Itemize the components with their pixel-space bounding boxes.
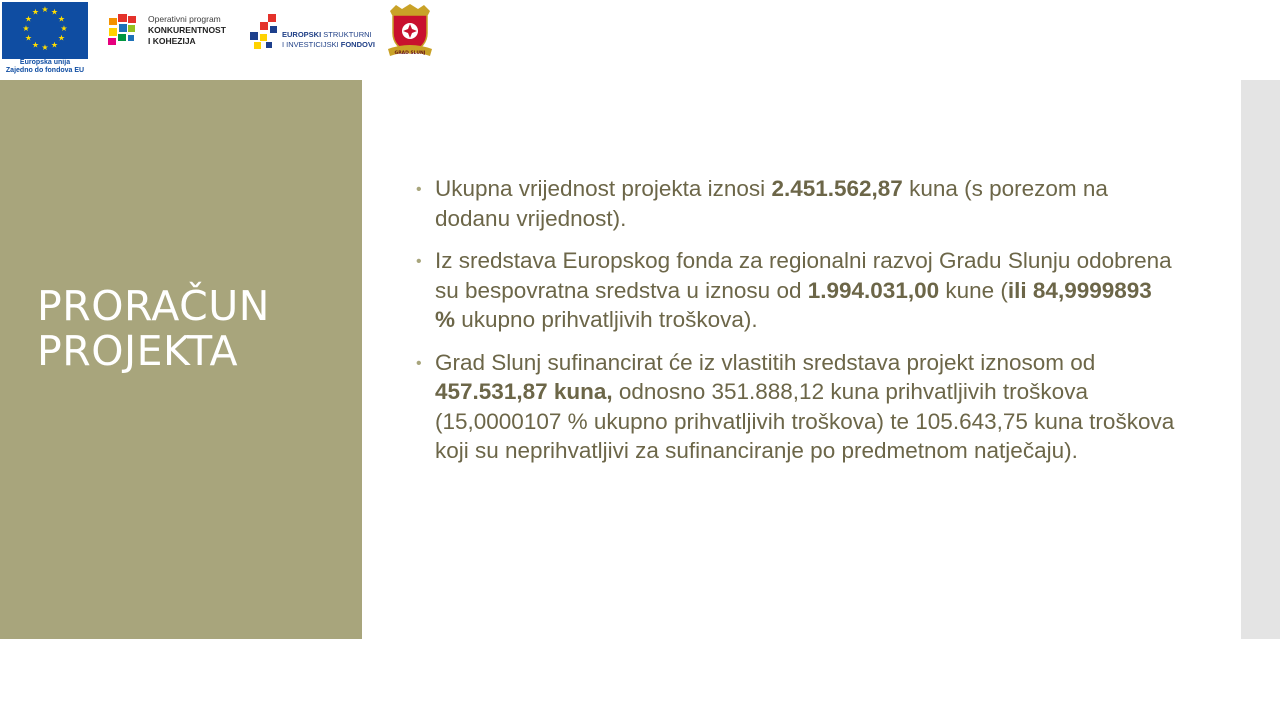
- logo-strip: [0, 0, 440, 80]
- bullet-text: ukupno prihvatljivih troškova).: [455, 307, 758, 332]
- opk-line2: KONKURENTNOST: [148, 25, 226, 35]
- esi-line2: [282, 40, 375, 50]
- opk-logo: [106, 12, 236, 52]
- eu-caption: [0, 59, 90, 75]
- bullet-text: Iz sredstava Europskog fonda za regionalni razvoj Gradu Slunju odobrena su bespovratna sredstva u iznosu od: [435, 248, 1172, 303]
- svg-text:★: ★: [31, 40, 40, 50]
- esi-fondovi-logo: [248, 12, 378, 54]
- bullet-dot-icon: •: [416, 354, 422, 372]
- svg-text:★: ★: [60, 24, 68, 33]
- esi-mosaic-icon: [248, 12, 282, 54]
- opk-text: [148, 14, 226, 47]
- slunj-label: GRAD SLUNJ: [394, 51, 426, 56]
- svg-text:★: ★: [24, 33, 33, 43]
- svg-text:★: ★: [31, 7, 40, 17]
- slide-title-line2: PROJEKTA: [37, 327, 239, 375]
- bullet-item-cofinancing: [416, 348, 1176, 466]
- bullet-amount: 1.994.031,00: [807, 277, 940, 303]
- esi-line2-start: I INVESTICIJSKI: [282, 40, 341, 49]
- slide-title-line1: PRORAČUN: [37, 282, 270, 330]
- svg-text:★: ★: [41, 5, 49, 14]
- svg-text:★: ★: [50, 7, 59, 17]
- svg-text:★: ★: [22, 24, 30, 33]
- bullet-item-grant: [416, 246, 1176, 335]
- title-panel: [0, 80, 362, 639]
- slide-title: [37, 284, 270, 374]
- opk-line1: Operativni program: [148, 14, 221, 24]
- bullet-amount: 2.451.562,87: [771, 176, 903, 201]
- esi-line1-rest: STRUKTURNI: [321, 30, 372, 39]
- bullet-percentage: ili 84,9999893 %: [435, 277, 1152, 332]
- esi-line2-bold: FONDOVI: [340, 40, 375, 49]
- bullet-text: kune (: [939, 277, 1008, 303]
- eu-caption-line2: Zajedno do fondova EU: [5, 67, 85, 74]
- slunj-shield-icon: [386, 3, 434, 59]
- opk-line3: I KOHEZIJA: [148, 36, 196, 46]
- svg-text:★: ★: [41, 43, 49, 52]
- eu-flag-icon: [2, 2, 88, 59]
- bullet-text: odnosno 351.888,12 kuna prihvatljivih troškova (15,0000107 % ukupno prihvatljivih troškova) te 105.643,75 kuna troškova koji su neprihvatljivi za sufinanciranje po predmetnom natječaju).: [435, 379, 1175, 463]
- svg-text:★: ★: [57, 33, 66, 43]
- grad-slunj-coat-of-arms: [386, 3, 434, 59]
- opk-mosaic-icon: [106, 12, 140, 48]
- esi-line1-bold: EUROPSKI: [282, 30, 322, 39]
- eu-stars-icon: [2, 2, 88, 59]
- svg-text:★: ★: [57, 14, 66, 24]
- bullet-item-total-value: [416, 174, 1176, 233]
- esi-text: [282, 30, 375, 50]
- svg-text:★: ★: [50, 40, 59, 50]
- bullet-amount: 457.531,87 kuna,: [435, 379, 613, 404]
- bullet-text: Ukupna vrijednost projekta iznosi: [435, 176, 772, 201]
- bullet-text: kuna (s porezom na dodanu vrijednost).: [435, 176, 1108, 231]
- eu-caption-line1: Europska unija: [19, 59, 71, 66]
- bullet-dot-icon: •: [416, 253, 422, 270]
- bullet-text: Grad Slunj sufinancirat će iz vlastitih sredstava projekt iznosom od: [435, 349, 1096, 375]
- slide-content: [416, 174, 1176, 479]
- bullet-dot-icon: •: [416, 181, 422, 198]
- svg-text:★: ★: [24, 14, 33, 24]
- esi-line1: [282, 30, 375, 40]
- eu-logo: [0, 0, 90, 80]
- right-accent-strip: [1241, 80, 1280, 639]
